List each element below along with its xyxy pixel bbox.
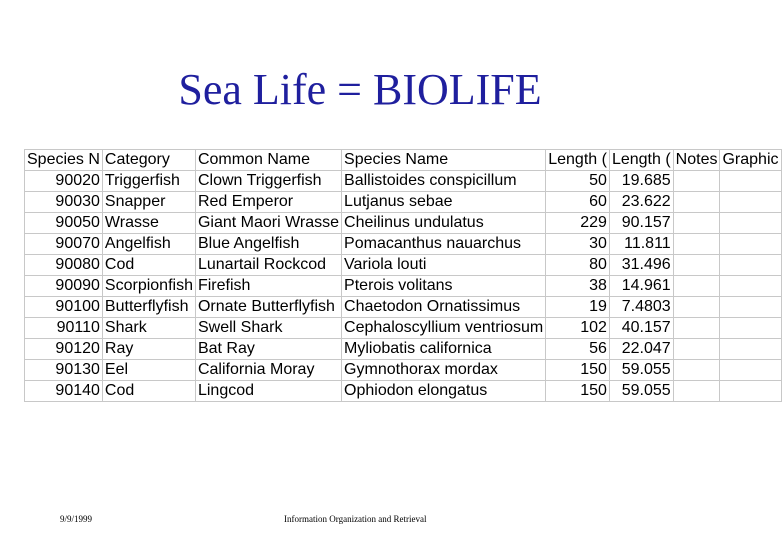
cell-graphic[interactable] (720, 255, 781, 276)
cell-notes[interactable] (673, 255, 720, 276)
cell-species-name[interactable]: Ophiodon elongatus (342, 381, 546, 402)
footer-date: 9/9/1999 (60, 514, 93, 524)
cell-length-cm[interactable]: 102 (546, 318, 610, 339)
cell-length-in[interactable]: 59.055 (609, 381, 673, 402)
cell-category[interactable]: Ray (102, 339, 195, 360)
cell-species-name[interactable]: Lutjanus sebae (342, 192, 546, 213)
cell-length-in[interactable]: 22.047 (609, 339, 673, 360)
cell-notes[interactable] (673, 318, 720, 339)
cell-common-name[interactable]: Clown Triggerfish (195, 171, 341, 192)
header-graphic[interactable]: Graphic (720, 150, 781, 171)
cell-notes[interactable] (673, 192, 720, 213)
table-row (25, 318, 782, 339)
cell-common-name[interactable]: Firefish (195, 276, 341, 297)
cell-common-name[interactable]: California Moray (195, 360, 341, 381)
cell-species-name[interactable]: Ballistoides conspicillum (342, 171, 546, 192)
cell-category[interactable]: Cod (102, 381, 195, 402)
cell-common-name[interactable]: Lingcod (195, 381, 341, 402)
cell-category[interactable]: Angelfish (102, 234, 195, 255)
cell-species-name[interactable]: Myliobatis californica (342, 339, 546, 360)
cell-species-name[interactable]: Pomacanthus nauarchus (342, 234, 546, 255)
cell-graphic[interactable] (720, 192, 781, 213)
cell-graphic[interactable] (720, 276, 781, 297)
cell-length-cm[interactable]: 30 (546, 234, 610, 255)
header-row (25, 150, 782, 171)
cell-length-cm[interactable]: 38 (546, 276, 610, 297)
cell-length-in[interactable]: 14.961 (609, 276, 673, 297)
cell-common-name[interactable]: Bat Ray (195, 339, 341, 360)
cell-category[interactable]: Cod (102, 255, 195, 276)
cell-length-in[interactable]: 40.157 (609, 318, 673, 339)
cell-graphic[interactable] (720, 297, 781, 318)
cell-length-in[interactable]: 23.622 (609, 192, 673, 213)
cell-length-in[interactable]: 59.055 (609, 360, 673, 381)
cell-category[interactable]: Snapper (102, 192, 195, 213)
cell-species-no[interactable]: 90080 (25, 255, 103, 276)
cell-length-cm[interactable]: 19 (546, 297, 610, 318)
header-species-name[interactable]: Species Name (342, 150, 546, 171)
cell-length-in[interactable]: 31.496 (609, 255, 673, 276)
cell-notes[interactable] (673, 297, 720, 318)
species-table (24, 149, 782, 402)
cell-graphic[interactable] (720, 381, 781, 402)
cell-length-cm[interactable]: 80 (546, 255, 610, 276)
cell-length-in[interactable]: 7.4803 (609, 297, 673, 318)
cell-length-in[interactable]: 90.157 (609, 213, 673, 234)
cell-species-name[interactable]: Cheilinus undulatus (342, 213, 546, 234)
header-category[interactable]: Category (102, 150, 195, 171)
table-row (25, 171, 782, 192)
cell-common-name[interactable]: Red Emperor (195, 192, 341, 213)
cell-length-cm[interactable]: 60 (546, 192, 610, 213)
cell-length-cm[interactable]: 150 (546, 381, 610, 402)
table-row (25, 213, 782, 234)
cell-notes[interactable] (673, 234, 720, 255)
cell-common-name[interactable]: Lunartail Rockcod (195, 255, 341, 276)
cell-graphic[interactable] (720, 339, 781, 360)
cell-length-cm[interactable]: 150 (546, 360, 610, 381)
cell-species-no[interactable]: 90140 (25, 381, 103, 402)
cell-species-no[interactable]: 90020 (25, 171, 103, 192)
cell-species-no[interactable]: 90090 (25, 276, 103, 297)
cell-species-name[interactable]: Cephaloscyllium ventriosum (342, 318, 546, 339)
table-row (25, 255, 782, 276)
cell-species-name[interactable]: Gymnothorax mordax (342, 360, 546, 381)
cell-graphic[interactable] (720, 171, 781, 192)
cell-category[interactable]: Triggerfish (102, 171, 195, 192)
cell-notes[interactable] (673, 171, 720, 192)
cell-category[interactable]: Shark (102, 318, 195, 339)
header-species-no[interactable]: Species N (25, 150, 103, 171)
cell-notes[interactable] (673, 276, 720, 297)
table-row (25, 297, 782, 318)
cell-category[interactable]: Scorpionfish (102, 276, 195, 297)
footer-title: Information Organization and Retrieval (284, 514, 427, 524)
cell-common-name[interactable]: Blue Angelfish (195, 234, 341, 255)
cell-species-no[interactable]: 90100 (25, 297, 103, 318)
cell-notes[interactable] (673, 339, 720, 360)
cell-graphic[interactable] (720, 360, 781, 381)
cell-length-in[interactable]: 19.685 (609, 171, 673, 192)
cell-notes[interactable] (673, 360, 720, 381)
cell-species-no[interactable]: 90070 (25, 234, 103, 255)
header-common-name[interactable]: Common Name (195, 150, 341, 171)
cell-species-no[interactable]: 90130 (25, 360, 103, 381)
table-body (25, 171, 782, 402)
slide-title: Sea Life = BIOLIFE (178, 65, 542, 114)
cell-category[interactable]: Wrasse (102, 213, 195, 234)
cell-common-name[interactable]: Giant Maori Wrasse (195, 213, 341, 234)
table-row (25, 234, 782, 255)
cell-graphic[interactable] (720, 213, 781, 234)
cell-species-no[interactable]: 90110 (25, 318, 103, 339)
cell-species-no[interactable]: 90120 (25, 339, 103, 360)
table-row (25, 276, 782, 297)
cell-graphic[interactable] (720, 234, 781, 255)
cell-category[interactable]: Eel (102, 360, 195, 381)
cell-species-no[interactable]: 90050 (25, 213, 103, 234)
cell-category[interactable]: Butterflyfish (102, 297, 195, 318)
cell-species-name[interactable]: Variola louti (342, 255, 546, 276)
table-row (25, 360, 782, 381)
header-length-cm[interactable]: Length ( (546, 150, 610, 171)
cell-length-cm[interactable]: 56 (546, 339, 610, 360)
cell-species-name[interactable]: Pterois volitans (342, 276, 546, 297)
cell-species-no[interactable]: 90030 (25, 192, 103, 213)
cell-length-cm[interactable]: 229 (546, 213, 610, 234)
cell-length-in[interactable]: 11.811 (609, 234, 673, 255)
cell-graphic[interactable] (720, 318, 781, 339)
cell-common-name[interactable]: Swell Shark (195, 318, 341, 339)
cell-species-name[interactable]: Chaetodon Ornatissimus (342, 297, 546, 318)
table-row (25, 339, 782, 360)
table-row (25, 192, 782, 213)
cell-common-name[interactable]: Ornate Butterflyfish (195, 297, 341, 318)
cell-notes[interactable] (673, 381, 720, 402)
header-notes[interactable]: Notes (673, 150, 720, 171)
header-length-in[interactable]: Length ( (609, 150, 673, 171)
cell-notes[interactable] (673, 213, 720, 234)
table-row (25, 381, 782, 402)
cell-length-cm[interactable]: 50 (546, 171, 610, 192)
table-header (25, 150, 782, 171)
